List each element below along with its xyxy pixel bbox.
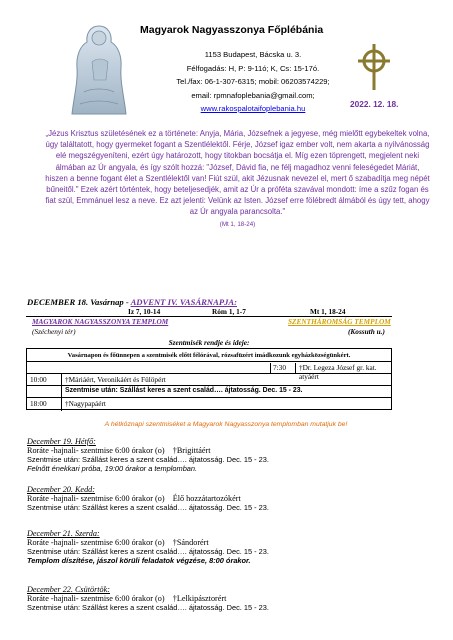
website-link[interactable]: www.rakospalotaifoplebania.hu — [200, 104, 306, 113]
day-heading: December 20. Kedd: — [27, 485, 95, 494]
day-entry-tue — [27, 485, 437, 529]
day-heading: December 22. Csütörtök: — [27, 585, 110, 594]
sunday-heading-date: DECEMBER 18. Vasárnap - — [27, 297, 131, 307]
day-heading: December 19. Hétfő: — [27, 437, 96, 446]
mass-730-intention: †Dr. Legeza József gr. kat. atyáért — [295, 363, 391, 373]
after-mass-note: Szentmise után: Szállást keres a szent család…. ájtatosság. Dec. 15 - 23. — [61, 387, 302, 397]
sunday-heading-name: ADVENT IV. VASÁRNAPJA: — [130, 297, 237, 307]
reading-3: Mt 1, 18-24 — [310, 307, 346, 316]
reading-2: Róm 1, 1-7 — [212, 307, 246, 316]
day-intention: †Lelkipásztorért — [172, 594, 227, 603]
day-after-mass: Szentmise után: Szállást keres a szent család…. ájtatosság. Dec. 15 - 23. — [27, 603, 269, 612]
day-entry-mon — [27, 437, 437, 487]
gospel-quote-text: „Jézus Krisztus születésének ez a története: Anyja, Mária, Józsefnek a jegyese, még mielőtt egybekeltek volna, úgy találtatott, hogy gyermeket fogant a Szentlélektől. Férje, József igaz ember volt, nem akarta a nyilvánosság elé megszégyeníteni, ezért úgy határozott, hogy titokban bocsátja el. Míg ezen töprengett, megjelent neki álmában az Úr angyala, és így szólt hozzá: "József, Dávid fia, ne félj magadhoz venni feleségedet Máriát, hiszen a benne fogant élet a Szentlélektől van! Fiút szül, akit Jézusnak nevezel el, mert ő szabadítja meg népét bűneitől." Ezek azért történtek, hogy beteljesedjék, amit az Úr a próféta szavával mondott: íme a szűz fogan és fiat szül, Emmánuel lesz a neve. Ez azt jelenti: Velünk az Isten. József erre fölébredt álmából és úgy tett, ahogy az Úr angyala parancsolta." — [45, 129, 430, 217]
day-mass: Roráte -hajnali- szentmise 6:00 órakor (o) Élő hozzátartozókért — [27, 494, 241, 503]
madonna-emblem-icon — [62, 22, 136, 125]
church-2-location: (Kossuth u.) — [348, 327, 385, 336]
parish-title: Magyarok Nagyasszonya Főplébánia — [140, 24, 324, 36]
day-intention: †Sándorért — [172, 538, 209, 547]
mass-1000-intention: †Máriáért, Veronikáért és Fülöpért — [61, 374, 166, 387]
after-mass-row — [26, 386, 392, 398]
day-intention: Élő hozzátartozókért — [172, 494, 241, 503]
day-after-mass: Szentmise után: Szállást keres a szent család…. ájtatosság. Dec. 15 - 23. — [27, 503, 269, 512]
celtic-cross-icon — [355, 42, 393, 97]
day-entry-thu — [27, 585, 437, 612]
day-intention: †Brigittáért — [172, 446, 211, 455]
day-mass: Roráte -hajnali- szentmise 6:00 órakor (o) †Brigittáért — [27, 446, 211, 455]
rosary-row — [26, 348, 392, 362]
phone-numbers: Tel./fax: 06-1-307-6315; mobil: 06203574229; — [176, 77, 330, 86]
day-extra: Felnőtt énekkari próba, 19:00 órakor a templomban. — [27, 464, 198, 473]
day-list — [27, 437, 437, 612]
mass-1000-time: 10:00 — [30, 375, 47, 384]
day-heading: December 21. Szerda: — [27, 529, 100, 538]
mass-1000-row — [26, 374, 392, 386]
office-hours: Félfogadás: H, P: 9-11ó; K, Cs: 15-17ó. — [186, 64, 320, 73]
rosary-note: Vasárnapon és főünnepen a szentmisék előtt félórával, rózsafüzért imádkozunk egyházközségünkért. — [67, 352, 351, 359]
reading-1: Iz 7, 10-14 — [128, 307, 161, 316]
email-address: email: rpmnafoplebania@gmail.com; — [191, 91, 315, 100]
parish-address: 1153 Budapest, Bácska u. 3. — [204, 50, 302, 59]
church-1-name: MAGYAROK NAGYASSZONYA TEMPLOM — [32, 317, 169, 326]
schedule-title: Szentmisék rendje és ideje: — [168, 338, 250, 347]
day-mass: Roráte -hajnali- szentmise 6:00 órakor (o) †Lelkipásztorért — [27, 594, 227, 603]
day-entry-wed — [27, 529, 437, 585]
day-mass: Roráte -hajnali- szentmise 6:00 órakor (o) †Sándorért — [27, 538, 209, 547]
day-after-mass: Szentmise után: Szállást keres a szent család…. ájtatosság. Dec. 15 - 23. — [27, 547, 269, 556]
weekday-note: A hétköznapi szentmiséket a Magyarok Nagyasszonya templomban mutatjuk be! — [104, 421, 348, 428]
day-after-mass: Szentmise után: Szállást keres a szent család…. ájtatosság. Dec. 15 - 23. — [27, 455, 269, 464]
church-1-location: (Széchenyi tér) — [32, 327, 76, 336]
gospel-quote — [45, 128, 430, 230]
mass-730-time: 7:30 — [270, 363, 297, 373]
sunday-heading — [27, 297, 237, 307]
mass-1800-intention: †Nagypapáért — [61, 398, 106, 411]
mass-1800-time: 18:00 — [30, 399, 47, 408]
bulletin-date: 2022. 12. 18. — [350, 99, 399, 109]
gospel-reference: (Mt 1, 18-24) — [219, 220, 256, 228]
church-2-name: SZENTHÁROMSÁG TEMPLOM — [288, 317, 391, 326]
mass-1800-row — [26, 398, 392, 410]
day-extra: Templom díszítése, jászol körüli feladatok végzése, 8:00 órakor. — [27, 556, 251, 565]
